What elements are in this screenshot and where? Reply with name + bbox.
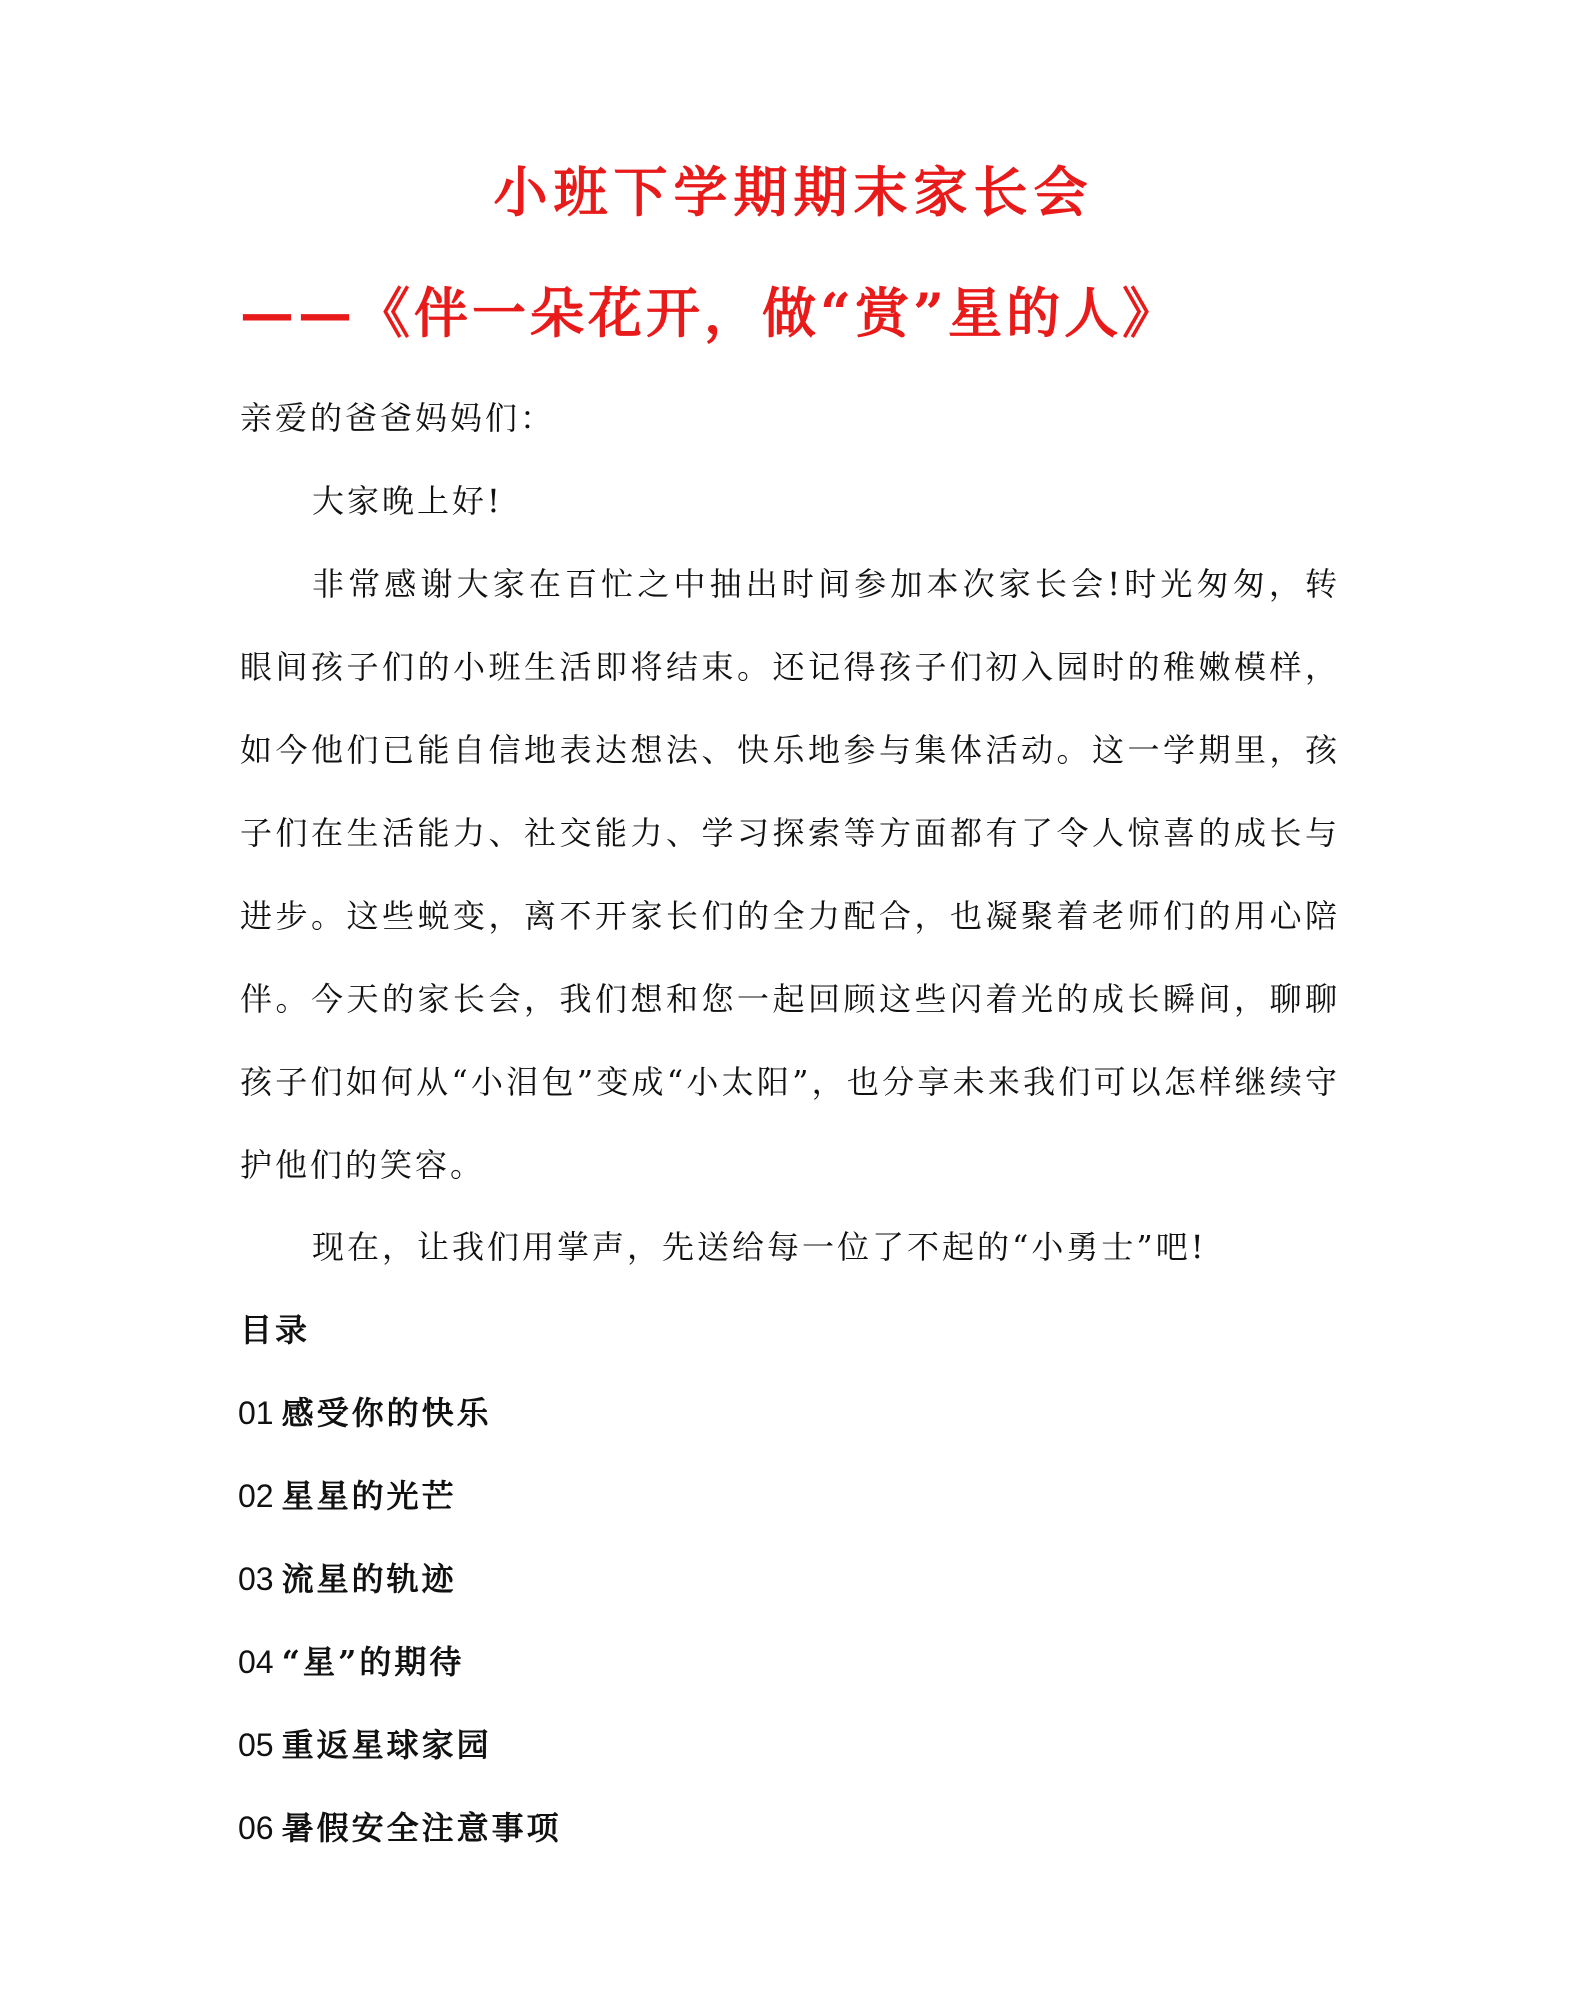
toc-item-number: 04 xyxy=(238,1644,274,1680)
letter-main-paragraph: 非常感谢大家在百忙之中抽出时间参加本次家长会!时光匆匆，转眼间孩子们的小班生活即将结束。还记得孩子们初入园时的稚嫩模样，如今他们已能自信地表达想法、快乐地参与集体活动。这一学期里，孩子们在生活能力、社交能力、学习探索等方面都有了令人惊喜的成长与进步。这些蜕变，离不开家长们的全力配合，也凝聚着老师们的用心陪伴。今天的家长会，我们想和您一起回顾这些闪着光的成长瞬间，聊聊孩子们如何从“小泪包”变成“小太阳”，也分享未来我们可以怎样继续守护他们的笑容。 xyxy=(240,565,1340,1184)
toc-item-label: 流星的轨迹 xyxy=(281,1560,457,1598)
toc-item-number: 05 xyxy=(238,1727,274,1763)
toc-item-number: 01 xyxy=(238,1395,274,1431)
letter-greeting: 亲爱的爸爸妈妈们： xyxy=(240,399,556,437)
letter-hello: 大家晚上好! xyxy=(312,482,503,520)
toc-item-label: 重返星球家园 xyxy=(281,1726,492,1764)
toc-item-number: 06 xyxy=(238,1810,274,1846)
toc-item xyxy=(238,1372,562,1455)
table-of-contents xyxy=(238,1372,562,1870)
letter-applause: 现在，让我们用掌声，先送给每一位了不起的“小勇士”吧! xyxy=(312,1228,1207,1266)
toc-item xyxy=(238,1787,562,1870)
toc-item-number: 03 xyxy=(238,1561,274,1597)
document-title: 小班下学期期末家长会 xyxy=(493,160,1094,224)
toc-item-number: 02 xyxy=(238,1478,274,1514)
toc-item xyxy=(238,1455,562,1538)
document-subtitle: ——《伴一朵花开，做“赏”星的人》 xyxy=(240,281,1181,345)
toc-item xyxy=(238,1704,562,1787)
toc-item xyxy=(238,1538,562,1621)
toc-item xyxy=(238,1621,562,1704)
toc-item-label: 感受你的快乐 xyxy=(281,1394,492,1432)
toc-item-label: 暑假安全注意事项 xyxy=(281,1809,562,1847)
toc-item-label: “星”的期待 xyxy=(281,1643,465,1681)
toc-heading: 目录 xyxy=(240,1311,311,1349)
toc-item-label: 星星的光芒 xyxy=(281,1477,457,1515)
